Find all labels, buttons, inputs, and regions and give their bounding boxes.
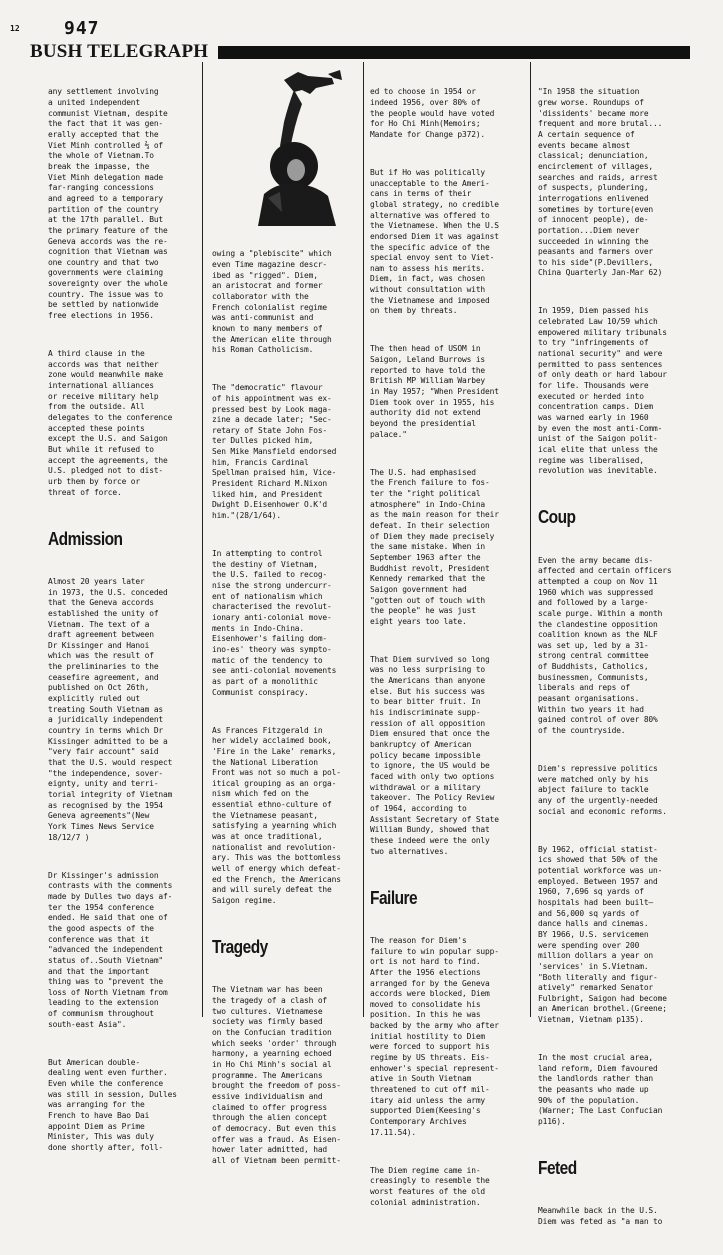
paragraph: any settlement involving a united independent communist Vietnam, despite the fact that it was gen- erally accepted that the Viet Minh controlled ⅔ of the whole of Vietnam.To break the impasse, the Viet Minh delegation made far-ranging concessions and agreed to a temporary partition of the country at the 17th parallel. But the primary feature of the Geneva accords was the re- cognition that Vietnam was one country and that two governments were claiming sovereignty over the whole country. The issue was to be settled by nationwide free elections in 1956.	[48, 87, 168, 321]
paragraph: The "democratic" flavour of his appointment was ex- pressed best by Look maga- zine a decade later; "Sec- retary of State John Fos- ter Dulles picked him, Sen Mike Mansfield endorsed him, Francis Cardinal Spellman praised him, Vice- President Richard M.Nixon liked him, and President Dwight D.Eisenhower O.K'd him."(28/1/64).	[212, 383, 337, 521]
paragraph: The then head of USOM in Saigon, Leland Burrows is reported to have told the British MP William Warbey in May 1957; "When President Diem took over in 1955, his authority did not extend beyond the presidential palace."	[370, 344, 499, 439]
paragraph: owing a "plebiscite" which even Time magazine descr- ibed as "rigged". Diem, an aristocrat and former collaborator with the French colonialist regime was anti-communist and known to many members of the American elite through his Roman Catholicism.	[212, 249, 332, 355]
article-column-4	[538, 66, 703, 1255]
paragraph: As Frances Fitzgerald in her widely acclaimed book, 'Fire in the Lake' remarks, the National Liberation Front was not so much a pol- itical grouping as an orga- nism which fed on the essential ethno-culture of the Vietnamese peasant, satisfying a yearning which was at once traditional, nationalist and revolution- ary. This was the bottomless well of energy which defeat- ed the French, the Americans and will surely defeat the Saigon regime.	[212, 725, 341, 906]
paragraph: The reason for Diem's failure to win popular supp- ort is not hard to find. After the 1956 elections arranged for by the Geneva accords were blocked, Diem moved to consolidate his position. In this he was backed by the army who after initial hostility to Diem were forced to support his regime by US threats. Eis- enhower's special represent- ative in South Vietnam threatened to cut off mil- itary aid unless the army supported Diem(Keesing's Contemporary Archives 17.11.54).	[370, 935, 499, 1137]
paragraph: In the most crucial area, land reform, Diem favoured the landlords rather than the peasants who made up 90% of the population. (Warner; The Last Confucian p116).	[538, 1053, 663, 1127]
column-rule	[202, 62, 203, 1017]
paragraph: But if Ho was politically unacceptable to the Ameri- cans in terms of their global strategy, no credible alternative was offered to the Vietnamese. When the U.S endorsed Diem it was against the specific advice of the special envoy sent to Viet- nam to assess his merits. Diem, in fact, was chosen without consultation with the Vietnamese and imposed on them by threats.	[370, 167, 499, 316]
paragraph: The Vietnam war has been the tragedy of a clash of two cultures. Vietnamese society was firmly based on the Confucian tradition which seeks 'order' through harmony, a yearning echoed in Ho Chi Minh's social al programme. The Americans brought the freedom of poss- essive individualism and claimed to offer progress through the alien concept of democracy. But even this offer was a fraud. As Eisen- hower later admitted, had all of Vietnam been permitt-	[212, 985, 341, 1165]
page-marker: 12	[10, 24, 20, 33]
paragraph: ed to choose in 1954 or indeed 1956, over 80% of the people would have voted for Ho Chi Minh(Memoirs; Mandate for Change p372).	[370, 87, 495, 139]
paragraph: Meanwhile back in the U.S. Diem was feted as "a man to	[538, 1206, 663, 1226]
paragraph: By 1962, official statist- ics showed that 50% of the potential workforce was un- employed. Between 1957 and 1960, 7,696 sq yards of hospitals had been built— and 56,000 sq yards of dance halls and cinemas. BY 1966, U.S. servicemen were spending over 200 million dollars a year on 'services' in S.Vietnam. "Both literally and figur- atively" remarked Senator Fulbright, Saigon had become an American brothel.(Greene; Vietnam, Vietnam p135).	[538, 844, 667, 1025]
masthead-bar	[218, 46, 690, 59]
section-heading: Admission	[48, 528, 123, 549]
article-column-3	[370, 66, 528, 1236]
paragraph: In 1959, Diem passed his celebrated Law 10/59 which empowered military tribunals to try "infringements of national security" and were permitted to pass sentences of only death or hard labour for life. Thousands were executed or herded into concentration camps. Diem was warned early in 1960 by even the most anti-Comm- unist of the Saigon polit- ical elite that unless the regime was liberalised, revolution was inevitable.	[538, 306, 667, 476]
paragraph: Even the army became dis- affected and certain officers attempted a coup on Nov 11 1960 which was suppressed and followed by a large- scale purge. Within a month the clandestine opposition coalition known as the NLF was set up, led by a 31- strong central committee of Buddhists, Catholics, businessmen, Communists, liberals and reps of peasant organisations. Within two years it had gained control of over 80% of the countryside.	[538, 555, 672, 736]
article-column-1	[48, 66, 198, 1181]
column-rule	[363, 62, 364, 1017]
paragraph: "In 1958 the situation grew worse. Roundups of 'dissidents' became more frequent and more brutal... A certain sequence of events became almost classical; denunciation, encirclement of villages, searches and raids, arrest of suspects, plundering, interrogations enlivened sometimes by torture(even of innocent people), de- portation...Diem never succeeded in winning the peasants and farmers over to his side"(P.Devillers, China Quarterly Jan-Mar 62)	[538, 87, 663, 278]
section-heading: Feted	[538, 1158, 577, 1178]
paragraph: The Diem regime came in- creasingly to resemble the worst features of the old colonial administration.	[370, 1165, 490, 1207]
paragraph: That Diem survived so long was no less surprising to the Americans than anyone else. But his success was to bear bitter fruit. In his indiscriminate supp- ression of all opposition Diem ensured that once the bankruptcy of American policy became impossible to ignore, the US would be faced with only two options withdrawal or a military takeover. The Policy Review of 1964, according to Assistant Secretary of State William Bundy, showed that these indeed were the only two alternatives.	[370, 654, 499, 856]
section-heading: Coup	[538, 507, 576, 528]
masthead-title: BUSH TELEGRAPH	[30, 41, 209, 62]
paragraph: But American double- dealing went even further. Even while the conference was still in session, Dulles was arranging for the French to have Bao Dai appoint Diem as Prime Minister, This was duly done shortly after, foll-	[48, 1057, 177, 1152]
paragraph: The U.S. had emphasised the French failure to fos- ter the "right political atmosphere" in Indo-China as the main reason for their defeat. In their selection of Diem they made precisely the same mistake. When in September 1963 after the Buddhist revolt, President Kennedy remarked that the Saigon government had "gotten out of touch with the people" he was just eight years too late.	[370, 467, 499, 626]
paragraph: Diem's repressive politics were matched only by his abject failure to tackle any of the urgently-needed social and economic reforms.	[538, 764, 667, 816]
raised-fist-silhouette-icon	[258, 70, 342, 226]
paragraph: Almost 20 years later in 1973, the U.S. conceded that the Geneva accords established the unity of Vietnam. The text of a draft agreement between Dr Kissinger and Hanoi which was the result of the preliminaries to the ceasefire agreement, and published on Oct 26th, explicitly ruled out treating South Vietnam as a juridically independent country in terms which Dr Kissinger admitted to be a "very fair account" said that the U.S. would respect "the independence, sover- eignty, unity and terri- torial integrity of Vietnam as recognised by the 1954 Geneva agreements"(New York Times News Service 18/12/7 )	[48, 576, 173, 842]
column-rule	[530, 62, 531, 1017]
section-heading: Failure	[370, 887, 418, 908]
paragraph: In attempting to control the destiny of Vietnam, the U.S. failed to recog- nise the strong undercurr- ent of nationalism which characterised the revolut- ionary anti-colonial move- ments in Indo-China. Eisenhower's failing dom- ino-es' theory was sympto- matic of the tendency to see anti-colonial movements as part of a monolithic Communist conspiracy.	[212, 549, 337, 697]
raised-fist-photo	[224, 66, 354, 226]
article-column-2	[212, 228, 362, 1194]
page-number: 947	[64, 18, 100, 39]
paragraph: A third clause in the accords was that neither zone would meanwhile make international alliances or receive military help from the outside. All delegates to the conference accepted these points except the U.S. and Saigon But while it refused to accept the agreements, the U.S. pledged not to dist- urb them by force or threat of force.	[48, 349, 173, 497]
paragraph: Dr Kissinger's admission contrasts with the comments made by Dulles two days af- ter the 1954 conference ended. He said that one of the good aspects of the conference was that it "advanced the independent status of..South Vietnam" and that the important thing was to "prevent the loss of North Vietnam from leading to the extension of communism throughout south-east Asia".	[48, 870, 173, 1029]
section-heading: Tragedy	[212, 937, 268, 957]
